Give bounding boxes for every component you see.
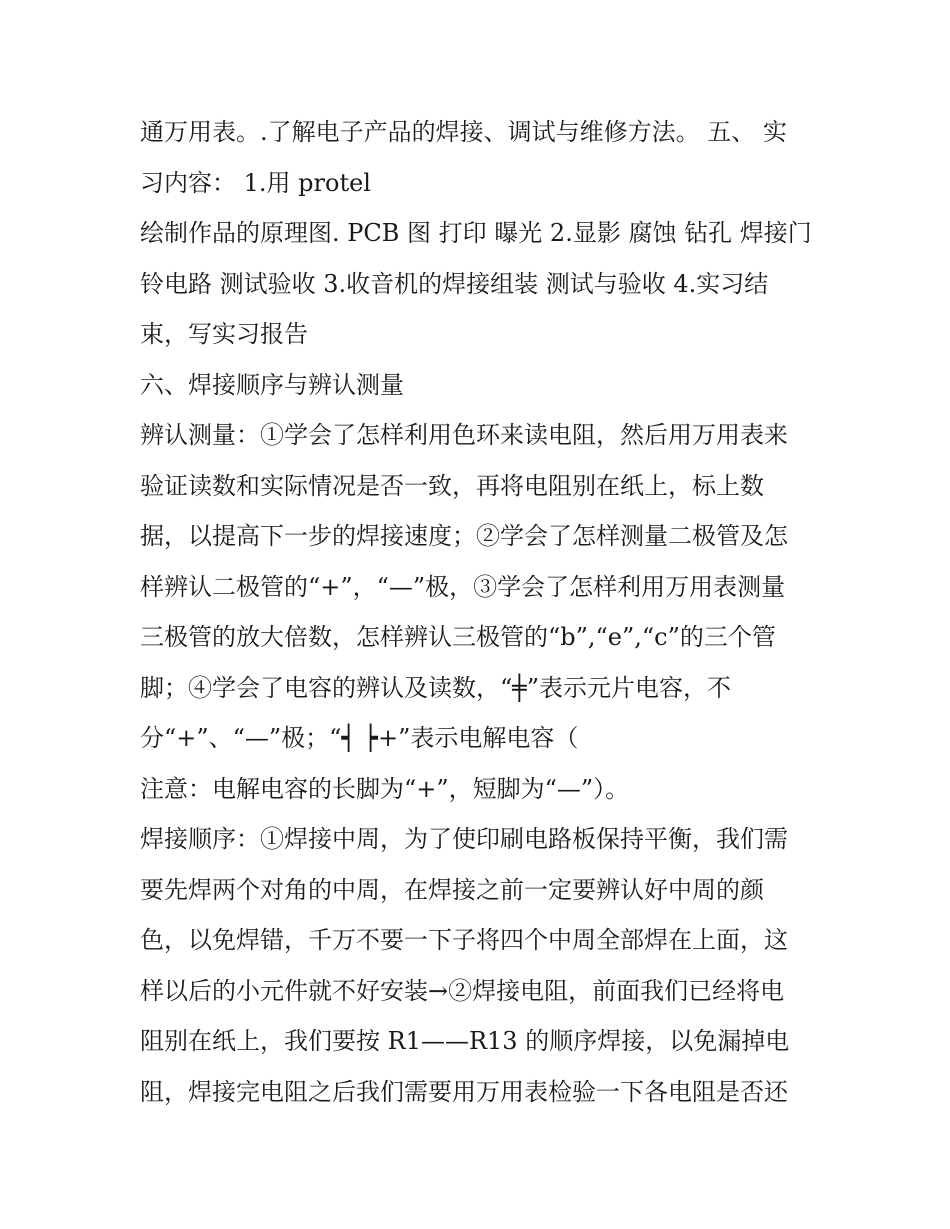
text-line: 习内容： 1.用 protel <box>140 168 371 197</box>
text-line: 束，写实习报告 <box>140 320 308 348</box>
text-line: 验证读数和实际情况是否一致，再将电阻别在纸上，标上数 <box>140 471 764 500</box>
text-line: 样辨认二极管的“+”，“—”极，③学会了怎样利用万用表测量 <box>140 572 786 601</box>
text-line: 焊接顺序：①焊接中周，为了使印刷电路板保持平衡，我们需 <box>140 825 788 853</box>
text-line: 样以后的小元件就不好安装→②焊接电阻，前面我们已经将电 <box>140 976 785 1005</box>
text-line: 阻，焊接完电阻之后我们需要用万用表检验一下各电阻是否还 <box>140 1077 788 1106</box>
text-line: 要先焊两个对角的中周，在焊接之前一定要辨认好中周的颜 <box>140 875 764 904</box>
text-line: 阻别在纸上，我们要按 R1——R13 的顺序焊接，以免漏掉电 <box>140 1027 790 1055</box>
text-line: 三极管的放大倍数，怎样辨认三极管的“b”,“e”,“c”的三个管 <box>140 623 776 651</box>
document-body <box>140 107 820 1117</box>
text-line: 色，以免焊错，千万不要一下子将四个中周全部焊在上面，这 <box>140 926 788 954</box>
text-line: 绘制作品的原理图. PCB 图 打印 曝光 2.显影 腐蚀 钻孔 焊接门 <box>140 219 812 247</box>
text-line: 据，以提高下一步的焊接速度；②学会了怎样测量二极管及怎 <box>140 522 788 550</box>
text-line: 分“+”、“—”极；“┥ ┝+”表示电解电容（ <box>140 724 579 752</box>
text-line: 铃电路 测试验收 3.收音机的焊接组装 测试与验收 4.实习结 <box>140 269 769 298</box>
text-line: 辨认测量：①学会了怎样利用色环来读电阻，然后用万用表来 <box>140 421 788 449</box>
text-line: 通万用表。.了解电子产品的焊接、调试与维修方法。 五、 实 <box>140 118 787 146</box>
section-heading: 六、焊接顺序与辨认测量 <box>140 370 404 399</box>
text-line: 注意：电解电容的长脚为“+”，短脚为“—”）。 <box>140 774 630 803</box>
text-line: 脚；④学会了电容的辨认及读数，“╪”表示元片电容，不 <box>140 673 731 702</box>
